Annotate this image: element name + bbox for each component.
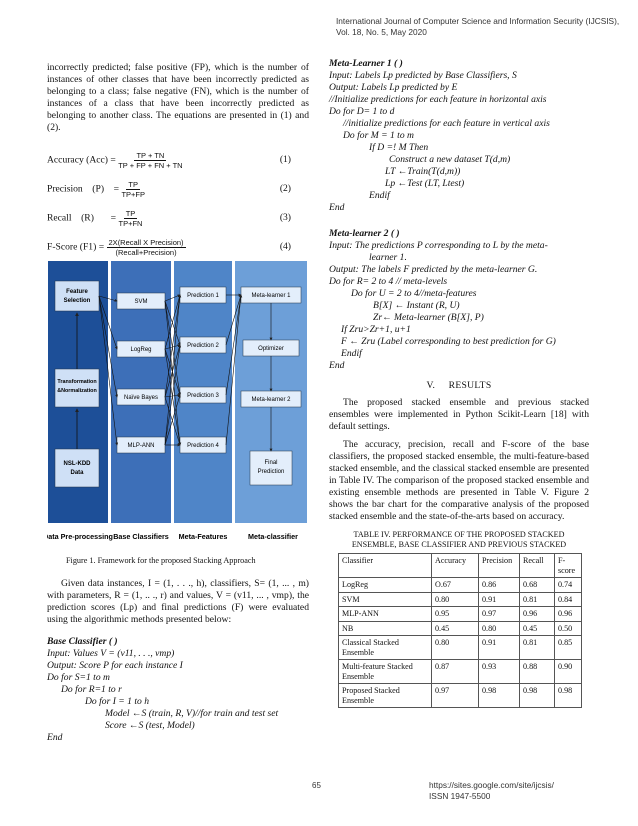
prediction-1-label: Prediction 1 bbox=[187, 293, 219, 299]
figure-caption: Figure 1. Framework for the proposed Stacking Approach bbox=[66, 556, 256, 565]
optimizer-label: Optimizer bbox=[258, 346, 284, 352]
table-cell: 0.81 bbox=[520, 636, 555, 660]
table-cell: O.67 bbox=[432, 578, 479, 593]
table-cell: 0.97 bbox=[432, 684, 479, 708]
section-label-meta-features: Meta-Features bbox=[178, 532, 228, 541]
table-cell: Proposed Stacked Ensemble bbox=[339, 684, 432, 708]
algo-line: Input: Labels Lp predicted by Base Classifiers, S bbox=[329, 70, 517, 81]
table-cell: 0.74 bbox=[555, 578, 582, 593]
algo-line: Do for I = 1 to h bbox=[85, 696, 150, 707]
equation-label: (3) bbox=[279, 212, 291, 223]
footer-issn: ISSN 1947-5500 bbox=[429, 791, 491, 801]
algo-line: Do for S=1 to m bbox=[47, 672, 110, 683]
meta-learner-2-title: Meta-learner 2 ( ) bbox=[329, 228, 400, 239]
table-cell: 0.95 bbox=[432, 607, 479, 622]
base-classifier-title: Base Classifier ( ) bbox=[47, 636, 118, 647]
results-paragraph-2: The accuracy, precision, recall and F-score of the base classifiers, the proposed stacked ensemble, the multi-feature-based stacked ensemble, and the classical stacked ensemble are presented in Table IV. The comparison of the proposed stacked ensemble and existing ensemble methods are presented in Table V. Figure 2 shows the bar chart for the comparative analysis of the proposed stacked ensemble and the state-of-the-arts based on accuracy. bbox=[329, 439, 589, 522]
equation-lhs: Precision (P) = bbox=[47, 183, 120, 195]
algo-line: learner 1. bbox=[369, 252, 407, 263]
table-header-cell: Precision bbox=[479, 554, 520, 578]
footer-info bbox=[429, 780, 554, 802]
table-row bbox=[339, 607, 582, 622]
table-cell: Classical Stacked Ensemble bbox=[339, 636, 432, 660]
right-column bbox=[329, 58, 589, 708]
table-cell: 0.81 bbox=[520, 592, 555, 607]
table-cell: 0.88 bbox=[520, 660, 555, 684]
algo-line: Do for R= 2 to 4 // meta-levels bbox=[329, 276, 448, 287]
table-row bbox=[339, 684, 582, 708]
algo-line: //Initialize predictions for each feature in horizontal axis bbox=[329, 94, 547, 105]
transformation-label: Transformation &Normalization bbox=[57, 379, 97, 394]
stacking-framework-figure bbox=[47, 257, 309, 547]
table-cell: 0.68 bbox=[520, 578, 555, 593]
table-cell: 0.87 bbox=[432, 660, 479, 684]
journal-header-line2: Vol. 18, No. 5, May 2020 bbox=[336, 27, 427, 37]
table-cell: 0.90 bbox=[555, 660, 582, 684]
algo-line: LT ←Train(T(d,m)) bbox=[385, 166, 461, 177]
equation-fraction bbox=[118, 151, 182, 170]
final-prediction-box bbox=[250, 451, 292, 485]
left-column bbox=[47, 62, 309, 256]
nsl-kdd-data-box bbox=[55, 449, 99, 487]
classifier-logreg-label: LogReg bbox=[130, 347, 152, 353]
fraction-numerator: 2X(Recall X Precision) bbox=[108, 237, 184, 247]
feature-selection-label: Feature Selection bbox=[63, 289, 91, 304]
table-cell: Multi-feature Stacked Ensemble bbox=[339, 660, 432, 684]
meta-learner-2-algorithm bbox=[329, 240, 589, 372]
fraction-numerator: TP bbox=[125, 208, 136, 218]
table-cell: NB bbox=[339, 621, 432, 636]
algo-line: B[X] ← Instant (R, U) bbox=[373, 300, 460, 311]
algo-line: Do for U = 2 to 4//meta-features bbox=[351, 288, 477, 299]
journal-header-line1: International Journal of Computer Science and Information Security (IJCSIS), bbox=[336, 16, 620, 26]
algo-line: Construct a new dataset T(d,m) bbox=[389, 154, 511, 165]
table-cell: 0.98 bbox=[479, 684, 520, 708]
table-cell: 0.45 bbox=[432, 621, 479, 636]
table-cell: 0.97 bbox=[479, 607, 520, 622]
final-prediction-label: Final Prediction bbox=[257, 460, 285, 475]
journal-header bbox=[336, 16, 619, 38]
prediction-3-label: Prediction 3 bbox=[187, 393, 219, 399]
table-cell: 0.84 bbox=[555, 592, 582, 607]
meta-learner-1-label: Meta-learner 1 bbox=[251, 293, 291, 299]
algo-line: End bbox=[329, 202, 345, 213]
table-row bbox=[339, 621, 582, 636]
table-header-cell: Recall bbox=[520, 554, 555, 578]
meta-learner-2-label: Meta-learner 2 bbox=[251, 397, 291, 403]
table-header-cell: F-score bbox=[555, 554, 582, 578]
algo-line: Input: Values V = (v11, . . ., vmp) bbox=[47, 648, 175, 659]
equation-lhs: Accuracy (Acc) = bbox=[47, 154, 116, 166]
table-row bbox=[339, 578, 582, 593]
table-cell: 0.98 bbox=[520, 684, 555, 708]
algo-line: Do for M = 1 to m bbox=[343, 130, 414, 141]
equation-label: (2) bbox=[279, 183, 291, 194]
classifier-nb-label: Naïve Bayes bbox=[123, 395, 159, 401]
performance-table bbox=[338, 553, 582, 708]
algo-line: F ← Zru (Label corresponding to best prediction for G) bbox=[341, 336, 556, 347]
table-header-cell: Classifier bbox=[339, 554, 432, 578]
table-cell: 0.80 bbox=[432, 592, 479, 607]
table-cell: 0.85 bbox=[555, 636, 582, 660]
table-caption bbox=[329, 530, 589, 549]
fraction-denominator: (Recall+Precision) bbox=[115, 247, 177, 257]
table-cell: 0.91 bbox=[479, 636, 520, 660]
algo-line: Do for D= 1 to d bbox=[329, 106, 395, 117]
footer-url: https://sites.google.com/site/ijcsis/ bbox=[429, 780, 554, 790]
equation-label: (4) bbox=[279, 241, 291, 252]
fraction-numerator: TP bbox=[128, 179, 139, 189]
algo-line: Endif bbox=[341, 348, 362, 359]
table-header-row bbox=[339, 554, 582, 578]
algo-line: If Zru>Zr+1, u+1 bbox=[341, 324, 411, 335]
table-cell: 0.93 bbox=[479, 660, 520, 684]
algo-line: Output: Labels Lp predicted by E bbox=[329, 82, 458, 93]
algo-line: //initialize predictions for each feature in vertical axis bbox=[343, 118, 550, 129]
table-header-cell: Accuracy bbox=[432, 554, 479, 578]
algo-line: Do for R=1 to r bbox=[61, 684, 122, 695]
algo-line: Endif bbox=[369, 190, 390, 201]
prediction-2-label: Prediction 2 bbox=[187, 343, 219, 349]
feature-selection-box bbox=[55, 281, 99, 311]
intro-paragraph: incorrectly predicted; false positive (FP), which is the number of instances of other classes that have been incorrectly predicted as belonging to a class; false negative (FN), which is the number of instances of a class that have been incorrectly predicted as belonging to another class. The equations are presented in (1) and (2). bbox=[47, 62, 309, 133]
equation-fscore bbox=[47, 238, 309, 256]
table-cell: 0.45 bbox=[520, 621, 555, 636]
meta-learner-1-algorithm bbox=[329, 70, 589, 214]
table-row bbox=[339, 660, 582, 684]
equation-label: (1) bbox=[279, 154, 291, 165]
framework-diagram bbox=[47, 257, 309, 547]
section-label-meta-classifier: Meta-classifier bbox=[248, 532, 298, 541]
table-cell: 0.91 bbox=[479, 592, 520, 607]
results-paragraph-1: The proposed stacked ensemble and previous stacked ensembles were implemented in Python Scikit-Learn [18] with default settings. bbox=[329, 397, 589, 432]
algo-line: End bbox=[47, 732, 63, 743]
equation-accuracy bbox=[47, 151, 309, 169]
fraction-denominator: TP + FP + FN + TN bbox=[118, 160, 183, 170]
section-heading-results: V. RESULTS bbox=[426, 380, 492, 391]
table-cell: 0.80 bbox=[479, 621, 520, 636]
given-paragraph: Given data instances, I = (1, . . ., h), classifiers, S= (1, ... , m) with parameters, R = (1, .. ., r) and values, V = (v11, ... , vmp), the prediction scores (Lp) and final predictions (F) were evaluated using the algorithmic methods presented below: bbox=[47, 578, 309, 625]
equation-fraction bbox=[119, 209, 143, 228]
equation-recall bbox=[47, 209, 309, 227]
equation-fraction bbox=[121, 180, 145, 199]
table-row bbox=[339, 636, 582, 660]
algo-line: Zr← Meta-learner (B[X], P) bbox=[373, 312, 484, 323]
table-cell: 0.96 bbox=[555, 607, 582, 622]
equation-lhs: Recall (R) = bbox=[47, 212, 117, 224]
fraction-denominator: TP+FN bbox=[118, 218, 143, 228]
table-cell: 0.50 bbox=[555, 621, 582, 636]
section-label-preprocessing: Data Pre-processing bbox=[47, 532, 113, 541]
algo-line: Output: Score P for each instance I bbox=[47, 660, 183, 671]
equation-precision bbox=[47, 180, 309, 198]
table-cell: 0.86 bbox=[479, 578, 520, 593]
equation-fraction bbox=[107, 238, 186, 257]
fraction-denominator: TP+FP bbox=[121, 189, 145, 199]
algo-line: Model ←S (train, R, V)//for train and test set bbox=[105, 708, 279, 719]
algo-line: Output: The labels F predicted by the meta-learner G. bbox=[329, 264, 538, 275]
left-column-lower bbox=[47, 578, 309, 744]
table-caption-line1: TABLE IV. PERFORMANCE OF THE PROPOSED STACKED bbox=[353, 530, 565, 539]
algo-line: End bbox=[329, 360, 345, 371]
table-caption-line2: ENSEMBLE, BASE CLASSIFIER AND PREVIOUS STACKED bbox=[351, 539, 567, 549]
classifier-svm-label: SVM bbox=[134, 299, 148, 305]
table-cell: 0.80 bbox=[432, 636, 479, 660]
page-number: 65 bbox=[312, 781, 321, 790]
table-cell: LogReg bbox=[339, 578, 432, 593]
classifier-mlp-label: MLP-ANN bbox=[127, 443, 155, 449]
nsl-kdd-data-label: NSL-KDD Data bbox=[63, 461, 91, 476]
table-cell: SVM bbox=[339, 592, 432, 607]
algo-line: If D =! M Then bbox=[369, 142, 429, 153]
table-row bbox=[339, 592, 582, 607]
fraction-numerator: TP + TN bbox=[136, 150, 165, 160]
algo-line: Score ←S (test, Model) bbox=[105, 720, 195, 731]
algo-line: Input: The predictions P corresponding to L by the meta- bbox=[329, 240, 548, 251]
algo-line: Lp ←Test (LT, Ltest) bbox=[385, 178, 465, 189]
table-cell: 0.96 bbox=[520, 607, 555, 622]
equation-lhs: F-Score (F1) = bbox=[47, 241, 105, 253]
section-label-base-classifiers: Base Classifiers bbox=[113, 532, 169, 541]
table-cell: 0.98 bbox=[555, 684, 582, 708]
base-classifier-algorithm bbox=[47, 648, 309, 744]
meta-learner-1-title: Meta-Learner 1 ( ) bbox=[329, 58, 403, 69]
prediction-4-label: Prediction 4 bbox=[187, 443, 219, 449]
table-cell: MLP-ANN bbox=[339, 607, 432, 622]
